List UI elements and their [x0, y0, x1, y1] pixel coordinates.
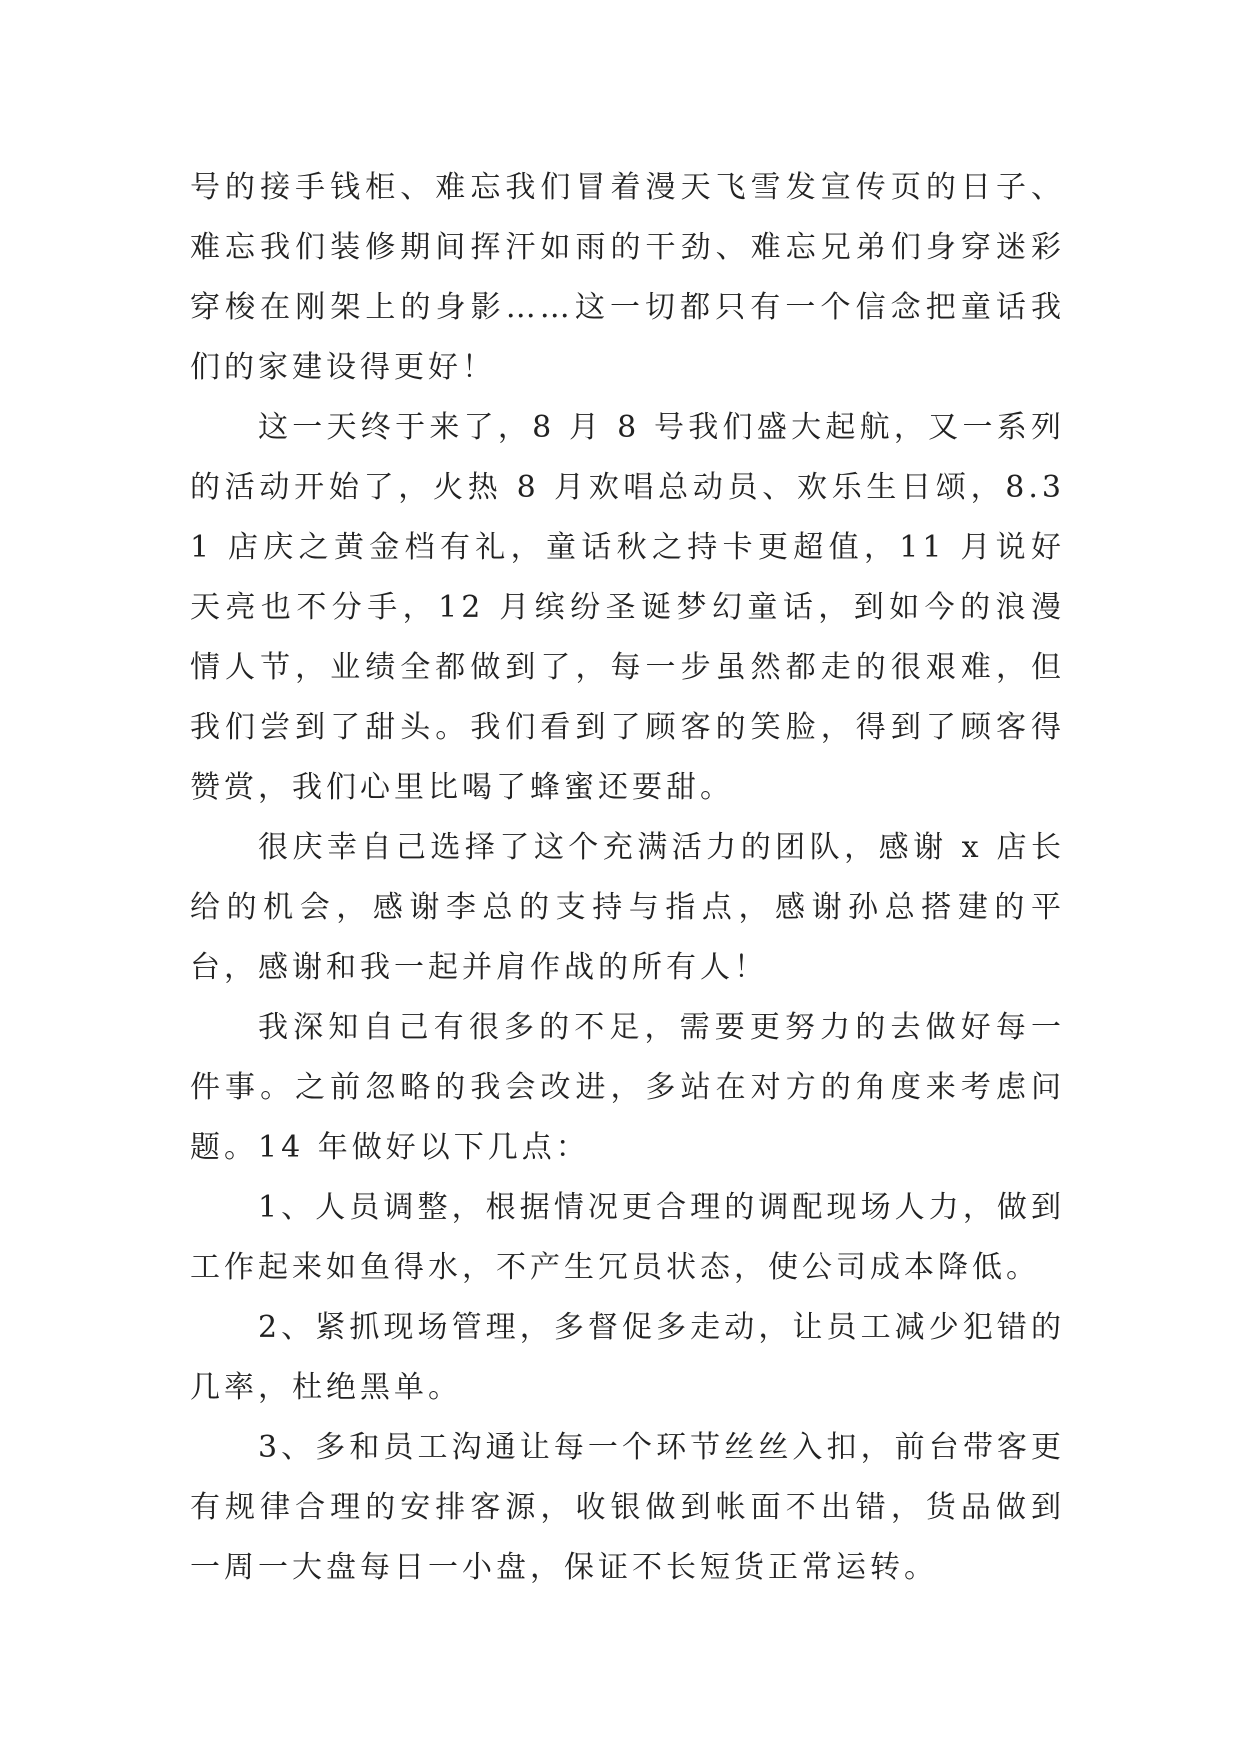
- paragraph: 号的接手钱柜、难忘我们冒着漫天飞雪发宣传页的日子、难忘我们装修期间挥汗如雨的干劲、难忘兄弟们身穿迷彩穿梭在刚架上的身影……这一切都只有一个信念把童话我们的家建设得更好！: [190, 170, 1065, 385]
- list-item: 3、多和员工沟通让每一个环节丝丝入扣，前台带客更有规律合理的安排客源，收银做到帐面不出错，货品做到一周一大盘每日一小盘，保证不长短货正常运转。: [190, 1430, 1065, 1585]
- paragraph: 很庆幸自己选择了这个充满活力的团队，感谢 x 店长给的机会，感谢李总的支持与指点，感谢孙总搭建的平台，感谢和我一起并肩作战的所有人！: [190, 830, 1065, 985]
- list-item: 1、人员调整，根据情况更合理的调配现场人力，做到工作起来如鱼得水，不产生冗员状态，使公司成本降低。: [190, 1190, 1065, 1285]
- list-item: 2、紧抓现场管理，多督促多走动，让员工减少犯错的几率，杜绝黑单。: [190, 1310, 1065, 1405]
- paragraph: 我深知自己有很多的不足，需要更努力的去做好每一件事。之前忽略的我会改进，多站在对方的角度来考虑问题。14 年做好以下几点：: [190, 1010, 1065, 1165]
- document-body: [190, 158, 1065, 1598]
- paragraph: 这一天终于来了，8 月 8 号我们盛大起航，又一系列的活动开始了，火热 8 月欢唱总动员、欢乐生日颂，8.31 店庆之黄金档有礼，童话秋之持卡更超值，11 月说好天亮也不分手，12 月缤纷圣诞梦幻童话，到如今的浪漫情人节，业绩全都做到了，每一步虽然都走的很艰难，但我们尝到了甜头。我们看到了顾客的笑脸，得到了顾客得赞赏，我们心里比喝了蜂蜜还要甜。: [190, 410, 1065, 805]
